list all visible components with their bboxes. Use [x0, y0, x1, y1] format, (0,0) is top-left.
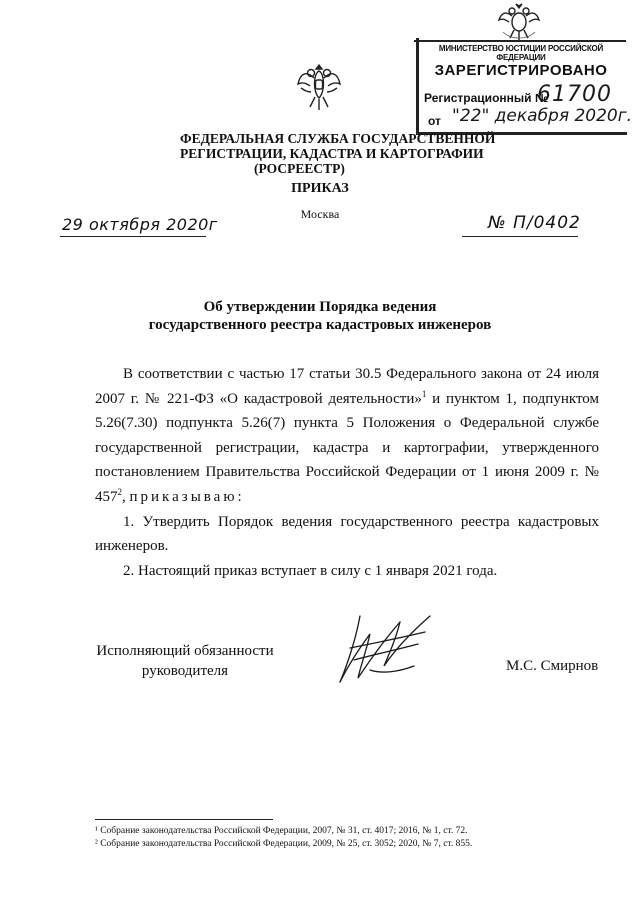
preamble-text-b: и пунктом 1, подпунктом 5.26(7.30) подпункта 5.26(7) пункта 5 Положения о Федеральной службе государственной регистрации, кадастра и картографии, утвержденного постановлением Правительства Российской Федерации от 1 июня 2009 г. № 457 [95, 390, 600, 505]
stamp-regnum-handwritten: 61700 [537, 82, 612, 107]
handwritten-signature [330, 608, 440, 686]
footnote-2: ² Собрание законодательства Российской Федерации, 2009, № 25, ст. 3052; 2020, № 7, ст. 855. [95, 839, 473, 849]
signer-name: М.С. Смирнов [506, 658, 599, 674]
order-item-1: 1. Утвердить Порядок ведения государственного реестра кадастровых инженеров. [95, 513, 599, 555]
footnote-separator [95, 819, 273, 820]
org-name-line-3: (РОСРЕЕСТР) [254, 161, 345, 176]
signer-position-line-1: Исполняющий обязанности [96, 643, 274, 659]
signer-position-line-2: руководителя [141, 663, 229, 679]
document-body [95, 362, 599, 583]
city: Москва [300, 207, 340, 221]
coat-of-arms-icon [296, 62, 342, 112]
stamp-regnum-label: Регистрационный № [424, 91, 549, 105]
stamp-from-label: от [428, 114, 441, 128]
preamble-text-d: : [237, 488, 242, 505]
footnote-ref-2: 2 [117, 486, 122, 497]
order-word: приказываю [129, 488, 238, 505]
org-name-line-1: ФЕДЕРАЛЬНАЯ СЛУЖБА ГОСУДАРСТВЕННОЙ [180, 131, 496, 146]
stamp-registered: ЗАРЕГИСТРИРОВАНО [434, 62, 608, 79]
organization-name [180, 131, 495, 176]
stamp-date-handwritten: "22" декабря 2020г. [452, 106, 633, 126]
order-item-2: 2. Настоящий приказ вступает в силу с 1 января 2021 года. [123, 562, 498, 579]
order-date-handwritten: 29 октября 2020г [62, 215, 218, 234]
footnotes [95, 825, 472, 851]
footnote-ref-1: 1 [421, 388, 427, 399]
preamble-paragraph [95, 362, 599, 510]
order-date-underline [60, 236, 206, 237]
org-name-line-2: РЕГИСТРАЦИИ, КАДАСТРА И КАРТОГРАФИИ [180, 146, 484, 161]
title-line-1: Об утверждении Порядка ведения [203, 299, 437, 315]
document-title [0, 298, 640, 334]
document-type: ПРИКАЗ [291, 181, 349, 196]
footnote-1: ¹ Собрание законодательства Российской Федерации, 2007, № 31, ст. 4017; 2016, № 1, ст. 72. [95, 826, 468, 836]
preamble-text-a: В соответствии с частью 17 статьи 30.5 Федерального закона от 24 июля 2007 г. № 221-ФЗ «О кадастровой деятельности» [95, 366, 599, 407]
preamble-text-c: , [122, 488, 130, 505]
double-headed-eagle-emblem-icon [497, 2, 541, 42]
order-number-underline [462, 236, 578, 237]
signer-position [95, 641, 275, 681]
order-number-handwritten: № П/0402 [488, 213, 581, 233]
title-line-2: государственного реестра кадастровых инженеров [148, 317, 492, 333]
stamp-ministry: МИНИСТЕРСТВО ЮСТИЦИИ РОССИЙСКОЙ ФЕДЕРАЦИИ [438, 44, 604, 62]
